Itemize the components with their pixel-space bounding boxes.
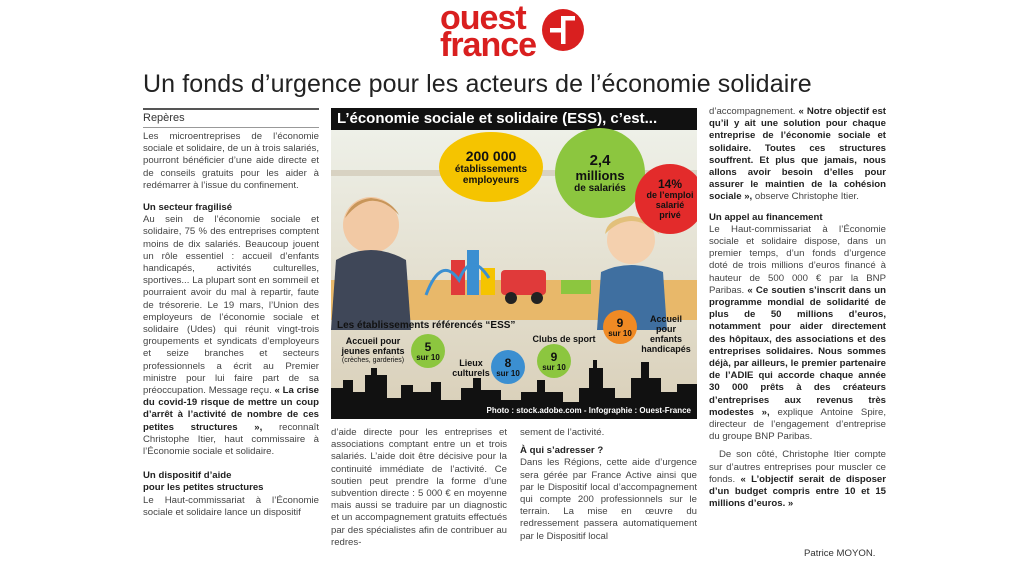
item-handicapes-label	[635, 314, 697, 354]
col4-paragraph-1	[709, 106, 886, 204]
item-clubs-sport-label: Clubs de sport	[532, 334, 596, 344]
stat-emploi-circle	[635, 164, 697, 234]
item-1-value: 5	[424, 339, 432, 354]
subhead-secteur-fragilise: Un secteur fragilisé	[143, 202, 233, 214]
column-2	[331, 427, 507, 555]
stat-emploi-value: 14%	[657, 177, 683, 191]
col4-p2-end: explique Antoine Spire, directeur de l’engagement d’entreprise du groupe BNP Paribas.	[709, 406, 886, 443]
item-4-label4: handicapés	[641, 344, 691, 354]
reperes-intro: Les microentreprises de l’économie sociale et solidaire, de un à trois salariés, pourront bénéficier d’une aide directe et de conseils gratuits pour les aider à redémarrer à l’issue du confinement.	[143, 131, 319, 191]
column-3	[520, 427, 697, 549]
ouest-france-logo	[440, 0, 537, 64]
column-4	[709, 106, 886, 517]
author-signature: Patrice MOYON.	[804, 548, 876, 559]
item-1-label3: (crèches, garderies)	[341, 357, 405, 364]
col3-paragraph-1: sement de l’activité.	[520, 427, 605, 438]
item-4-unit: sur 10	[608, 328, 632, 338]
logo-line-france: france	[440, 26, 537, 64]
item-2-unit: sur 10	[496, 368, 520, 378]
col4-paragraph-3	[709, 449, 886, 510]
ess-infographic	[331, 108, 697, 419]
col4-p2-text: Le Haut-commissariat à l’Économie sociale et solidaire dispose, dans un premier temps, d’un fonds d’urgence doté de trois millions d’euros financé à hauteur de 500 000 € par la BNP Paribas.	[709, 223, 886, 296]
stat-etablissements-label2: employeurs	[462, 175, 520, 186]
section-title: Les établissements référencés “ESS”	[337, 320, 516, 331]
subhead-dispositif	[143, 470, 319, 494]
item-1-label1: Accueil pour	[345, 336, 401, 346]
logo-line-ouest: ouest	[440, 0, 526, 37]
item-jeunes-enfants-label	[335, 336, 411, 366]
subhead-appel-financement: Un appel au financement	[709, 211, 823, 223]
item-3-unit: sur 10	[542, 362, 566, 372]
column-reperes	[143, 131, 319, 525]
stat-emploi-label1: de l’emploi	[646, 190, 694, 200]
reperes-rule	[143, 127, 319, 128]
stat-etablissements-label1: établissements	[454, 164, 528, 175]
infographic-credit: Photo : stock.adobe.com - Infographie : Ouest-France	[486, 406, 691, 415]
col4-p3-text: De son côté, Christophe Itier compte sur d’autres entreprises pour muscler ce fonds.	[709, 449, 886, 485]
stat-etablissements-value: 200 000	[465, 148, 517, 164]
reperes-title: Repères	[143, 112, 185, 124]
item-clubs-sport-circle	[537, 344, 571, 378]
item-1-unit: sur 10	[416, 352, 440, 362]
col4-p1-start: d’accompagnement.	[709, 106, 796, 117]
reperes-paragraph-2: Le Haut-commissariat à l’Économie sociale et solidaire lance un dispositif	[143, 494, 319, 518]
item-4-label2: pour	[656, 324, 676, 334]
item-lieux-culturels-label	[449, 358, 493, 378]
item-jeunes-enfants-circle	[411, 334, 445, 368]
stat-emploi-label2: salarié	[655, 200, 685, 210]
stat-salaries-value: 2,4	[589, 151, 611, 169]
item-2-label2: culturels	[452, 368, 490, 378]
item-4-label3: enfants	[649, 334, 682, 344]
subhead-dispositif-line1: Un dispositif d’aide	[143, 470, 232, 482]
stat-emploi-label3: privé	[659, 210, 681, 220]
stat-salaries-circle	[555, 128, 645, 218]
item-lieux-culturels-circle	[491, 350, 525, 384]
item-2-value: 8	[504, 355, 512, 370]
reperes-p1-end: reconnaît Christophe Itier, haut commissaire à l’Économie sociale et solidaire.	[143, 421, 319, 458]
item-3-value: 9	[550, 349, 558, 364]
subhead-a-qui-sadresser: À qui s’adresser ?	[520, 445, 604, 457]
col4-p2-quote: « Ce soutien s’inscrit dans un programme mondial de solidarité de plus de 50 millions d’euros, notamment pour aider directement des hôpitaux, des associations et des entreprises solidaires. Nous sommes déjà, par ailleurs, le premier partenaire de l’ADIE qui accorde chaque année 30 000 prêts à des créateurs d’entreprises aux revenus très modestes »,	[709, 284, 886, 418]
col4-p3-quote: « L’objectif serait de disposer d’un budget compris entre 10 et 15 millions d’euros. »	[709, 473, 886, 510]
item-4-label1: Accueil	[649, 314, 682, 324]
headline: Un fonds d’urgence pour les acteurs de l’économie solidaire	[143, 70, 812, 98]
logo-emblem-icon	[541, 8, 585, 52]
item-4-value: 9	[616, 315, 624, 330]
col4-p1-end: observe Christophe Itier.	[754, 191, 859, 203]
col3-paragraph-2: Dans les Régions, cette aide d’urgence sera gérée par France Active ainsi que par le Dispositif local d’accompagnement qui compte 200 professionnels sur le terrain. La mise en œuvre du redressement passera automatiquement par le Dispositif local	[520, 457, 697, 542]
reperes-top-rule	[143, 108, 319, 110]
item-1-label2: jeunes enfants	[341, 346, 405, 356]
col2-paragraph: d’aide directe pour les entreprises et associations comptant entre un et trois salariés. L’aide doit être décisive pour la continuité immédiate de l’activité. Ce soutien peut prendre la forme d’une subvention directe : 5 000 € en moyenne mais aussi se traduire par un diagnostic et un accompagnement gratuits effectués par des spécialistes afin de contribuer au redres-	[331, 427, 507, 548]
item-2-label1: Lieux	[459, 358, 483, 368]
stat-etablissements-circle	[439, 132, 543, 202]
item-handicapes-circle	[603, 310, 637, 344]
reperes-paragraph-1	[143, 214, 319, 458]
reperes-p1-text: Au sein de l’économie sociale et solidaire, 75 % des entreprises comptent moins de dix salariés. Beaucoup jouent un rôle essentiel : accueil d’enfants handicapés, activités culturelles, sportives... La plupart sont en sommeil et pourraient avoir du mal à repartir, faute de trésorerie. Le 19 mars, l’Union des employeurs de l’économie sociale et solidaire (Udes) qui réunit vingt-trois groupements et syndicats d’employeurs et seize branches et secteurs professionnels a écrit au Premier ministre pour lui faire part de sa préoccupation. Message reçu.	[143, 214, 319, 397]
stat-salaries-label1: millions	[575, 167, 625, 183]
stat-salaries-label2: de salariés	[574, 182, 626, 194]
reperes-p1-quote: « La crise du covid-19 risque de mettre un coup d’arrêt à l’activité de nombre de ces petites structures »,	[143, 385, 319, 433]
subhead-dispositif-line2: pour les petites structures	[143, 482, 264, 494]
col4-paragraph-2	[709, 224, 886, 444]
col4-p1-quote: « Notre objectif est qu’il y ait une solution pour chaque entreprise de l’économie sociale et solidaire. Toutes ces structures souffrent. Et plus que jamais, nous allons avoir besoin d’elles pour assurer le maintien de la cohésion sociale »,	[709, 106, 886, 203]
infographic-title: L’économie sociale et solidaire (ESS), c’est...	[331, 108, 697, 130]
